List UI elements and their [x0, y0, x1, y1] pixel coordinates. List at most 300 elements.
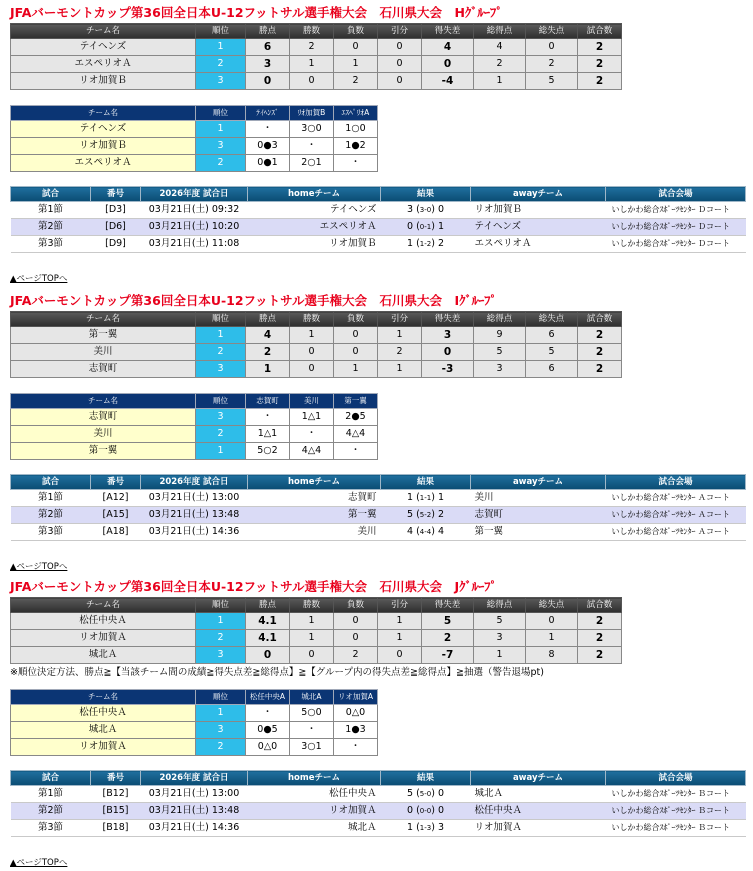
match-header-cell: 試合 [11, 475, 91, 490]
half-score: 5-0 [419, 790, 432, 798]
home-goals: 0 [407, 221, 414, 232]
group-title: JFAバーモントカップ第36回全日本U-12フットサル選手権大会 石川県大会 Jｸﾞﾙｰﾌﾟ [10, 579, 497, 594]
standings-table [10, 597, 622, 664]
standings-header-row [11, 598, 622, 613]
match-date: 03月21日(土) 11:08 [141, 236, 248, 253]
stat-cell: 6 [246, 39, 290, 56]
team-name-cell: 第一翼 [11, 327, 196, 344]
stat-cell: 0 [334, 39, 378, 56]
match-header-cell: 試合会場 [606, 187, 746, 202]
standings-header-cell: 試合数 [578, 24, 622, 39]
home-goals: 0 [407, 805, 414, 816]
head-to-head-header-cell: 志賀町 [246, 394, 290, 409]
standings-row [11, 327, 622, 344]
match-number: [D9] [91, 236, 141, 253]
stat-cell: 0 [334, 344, 378, 361]
home-goals: 1 [407, 492, 414, 503]
stat-cell: 2 [578, 344, 622, 361]
match-header-cell: 2026年度 試合日 [141, 771, 248, 786]
stat-cell: 0 [422, 56, 474, 73]
home-goals: 3 [407, 204, 414, 215]
match-score: 3 (3-0) 0 [381, 202, 471, 219]
stat-cell: 0 [334, 630, 378, 647]
standings-table [10, 23, 622, 90]
standings-header-cell: 総得点 [474, 312, 526, 327]
home-team: リオ加賀Ａ [248, 803, 381, 820]
head-to-head-header-cell: 城北A [290, 690, 334, 705]
result-cell: ・ [334, 739, 378, 756]
half-score: 1-1 [419, 494, 432, 502]
result-cell: 1●2 [334, 138, 378, 155]
away-goals: 3 [437, 822, 444, 833]
group-title: JFAバーモントカップ第36回全日本U-12フットサル選手権大会 石川県大会 Iｸﾞﾙｰﾌﾟ [10, 293, 497, 308]
match-header-cell: 結果 [381, 771, 471, 786]
half-score: 3-0 [419, 206, 432, 214]
stat-cell: -3 [422, 361, 474, 378]
match-schedule-table [10, 474, 746, 541]
result-cell: 1●3 [334, 722, 378, 739]
match-score: 1 (1-1) 1 [381, 490, 471, 507]
result-cell: 1△1 [246, 426, 290, 443]
stat-cell: 0 [378, 56, 422, 73]
match-header-cell: awayチーム [471, 475, 606, 490]
rank-cell: 3 [196, 722, 246, 739]
stat-cell: -7 [422, 647, 474, 664]
stat-cell: 0 [422, 344, 474, 361]
page-top-link[interactable]: ▲ページTOPへ [10, 274, 68, 284]
standings-row [11, 56, 622, 73]
rank-cell: 2 [196, 344, 246, 361]
standings-row [11, 630, 622, 647]
group-section [10, 577, 746, 869]
stat-cell: 2 [526, 56, 578, 73]
team-name-cell: 城北Ａ [11, 722, 196, 739]
match-date: 03月21日(土) 09:32 [141, 202, 248, 219]
head-to-head-header-cell: ﾘｵ加賀B [290, 106, 334, 121]
home-team: 城北Ａ [248, 820, 381, 837]
stat-cell: 0 [378, 39, 422, 56]
stat-cell: 4 [422, 39, 474, 56]
match-number: [A18] [91, 524, 141, 541]
head-to-head-header-cell: 順位 [196, 690, 246, 705]
match-number: [B15] [91, 803, 141, 820]
head-to-head-header-cell: チーム名 [11, 106, 196, 121]
away-team: リオ加賀Ａ [471, 820, 606, 837]
team-name-cell: 第一翼 [11, 443, 196, 460]
match-round: 第2節 [11, 219, 91, 236]
result-cell: 0△0 [246, 739, 290, 756]
stat-cell: 1 [334, 361, 378, 378]
stat-cell: 2 [578, 39, 622, 56]
standings-header-cell: チーム名 [11, 312, 196, 327]
result-cell: 4△4 [290, 443, 334, 460]
result-cell: ・ [246, 121, 290, 138]
home-goals: 5 [407, 788, 414, 799]
match-row [11, 219, 746, 236]
rank-cell: 3 [196, 647, 246, 664]
stat-cell: 2 [474, 56, 526, 73]
match-venue: いしかわ総合ｽﾎﾟｰﾂｾﾝﾀｰ Ａコート [606, 524, 746, 541]
away-team: エスペリオＡ [471, 236, 606, 253]
away-team: 城北Ａ [471, 786, 606, 803]
away-goals: 1 [437, 492, 444, 503]
stat-cell: 0 [378, 647, 422, 664]
result-cell: ・ [290, 138, 334, 155]
match-header-cell: 2026年度 試合日 [141, 187, 248, 202]
stat-cell: 1 [378, 361, 422, 378]
match-header-cell: 番号 [91, 475, 141, 490]
match-venue: いしかわ総合ｽﾎﾟｰﾂｾﾝﾀｰ Ｄコート [606, 219, 746, 236]
stat-cell: 0 [526, 613, 578, 630]
match-score: 1 (1-3) 3 [381, 820, 471, 837]
stat-cell: 5 [526, 344, 578, 361]
head-to-head-header-cell: ﾃｲﾍﾝｽﾞ [246, 106, 290, 121]
standings-header-cell: 得失差 [422, 598, 474, 613]
rank-cell: 1 [196, 705, 246, 722]
match-header-row [11, 771, 746, 786]
stat-cell: 6 [526, 327, 578, 344]
standings-row [11, 361, 622, 378]
match-header-cell: awayチーム [471, 771, 606, 786]
stat-cell: 2 [578, 647, 622, 664]
head-to-head-header-cell: 松任中央A [246, 690, 290, 705]
group-section [10, 3, 746, 285]
match-header-cell: homeチーム [248, 187, 381, 202]
match-venue: いしかわ総合ｽﾎﾟｰﾂｾﾝﾀｰ Ｄコート [606, 236, 746, 253]
stat-cell: 1 [290, 630, 334, 647]
stat-cell: 1 [290, 613, 334, 630]
match-score: 1 (1-2) 2 [381, 236, 471, 253]
match-row [11, 202, 746, 219]
match-date: 03月21日(土) 14:36 [141, 524, 248, 541]
result-cell: 0△0 [334, 705, 378, 722]
match-number: [A12] [91, 490, 141, 507]
match-header-cell: 試合会場 [606, 475, 746, 490]
standings-header-cell: 引分 [378, 312, 422, 327]
match-header-row [11, 187, 746, 202]
head-to-head-header-row [11, 394, 378, 409]
match-score: 0 (0-0) 0 [381, 803, 471, 820]
rank-cell: 2 [196, 630, 246, 647]
standings-row [11, 344, 622, 361]
head-to-head-header-cell: 順位 [196, 394, 246, 409]
match-round: 第1節 [11, 786, 91, 803]
stat-cell: 1 [526, 630, 578, 647]
home-team: 志賀町 [248, 490, 381, 507]
result-cell: 5○0 [290, 705, 334, 722]
standings-header-cell: 引分 [378, 24, 422, 39]
home-team: 松任中央Ａ [248, 786, 381, 803]
match-row [11, 507, 746, 524]
match-header-row [11, 475, 746, 490]
match-row [11, 803, 746, 820]
stat-cell: 3 [246, 56, 290, 73]
standings-header-cell: 引分 [378, 598, 422, 613]
rank-cell: 3 [196, 73, 246, 90]
away-goals: 2 [437, 509, 444, 520]
stat-cell: 5 [422, 613, 474, 630]
result-cell: 0●5 [246, 722, 290, 739]
half-score: 0-0 [419, 807, 432, 815]
head-to-head-row [11, 705, 378, 722]
rank-cell: 3 [196, 409, 246, 426]
stat-cell: 0 [290, 73, 334, 90]
match-row [11, 236, 746, 253]
standings-header-cell: 得失差 [422, 312, 474, 327]
standings-row [11, 73, 622, 90]
head-to-head-row [11, 443, 378, 460]
stat-cell: 5 [526, 73, 578, 90]
head-to-head-row [11, 739, 378, 756]
team-name-cell: リオ加賀Ｂ [11, 138, 196, 155]
head-to-head-header-cell: 第一翼 [334, 394, 378, 409]
result-cell: ・ [334, 155, 378, 172]
team-name-cell: 美川 [11, 344, 196, 361]
standings-header-cell: 勝点 [246, 598, 290, 613]
head-to-head-table [10, 105, 378, 172]
away-goals: 2 [437, 238, 444, 249]
stat-cell: 1 [246, 361, 290, 378]
result-cell: ・ [246, 409, 290, 426]
head-to-head-row [11, 138, 378, 155]
standings-header-row [11, 312, 622, 327]
head-to-head-row [11, 426, 378, 443]
result-cell: ・ [246, 705, 290, 722]
stat-cell: 4.1 [246, 613, 290, 630]
match-venue: いしかわ総合ｽﾎﾟｰﾂｾﾝﾀｰ Ａコート [606, 490, 746, 507]
stat-cell: 6 [526, 361, 578, 378]
page-top-link[interactable]: ▲ページTOPへ [10, 858, 68, 868]
head-to-head-header-row [11, 106, 378, 121]
match-header-cell: 試合会場 [606, 771, 746, 786]
match-score: 0 (0-1) 1 [381, 219, 471, 236]
result-cell: 3○0 [290, 121, 334, 138]
standings-header-cell: 負数 [334, 598, 378, 613]
head-to-head-header-row [11, 690, 378, 705]
match-header-cell: awayチーム [471, 187, 606, 202]
standings-header-cell: 得失差 [422, 24, 474, 39]
standings-header-cell: 負数 [334, 24, 378, 39]
result-cell: 1○0 [334, 121, 378, 138]
team-name-cell: 松任中央Ａ [11, 705, 196, 722]
rank-cell: 1 [196, 327, 246, 344]
stat-cell: 0 [290, 344, 334, 361]
match-header-cell: 結果 [381, 187, 471, 202]
home-goals: 5 [407, 509, 414, 520]
stat-cell: 1 [378, 613, 422, 630]
match-row [11, 786, 746, 803]
rank-cell: 2 [196, 155, 246, 172]
half-score: 1-3 [419, 824, 432, 832]
rank-cell: 3 [196, 361, 246, 378]
head-to-head-header-cell: チーム名 [11, 394, 196, 409]
away-team: 志賀町 [471, 507, 606, 524]
home-goals: 1 [407, 822, 414, 833]
standings-header-cell: 勝数 [290, 598, 334, 613]
head-to-head-table [10, 689, 378, 756]
match-number: [B18] [91, 820, 141, 837]
match-row [11, 524, 746, 541]
stat-cell: 0 [334, 613, 378, 630]
match-number: [D6] [91, 219, 141, 236]
stat-cell: 2 [378, 344, 422, 361]
match-date: 03月21日(土) 13:48 [141, 507, 248, 524]
head-to-head-row [11, 409, 378, 426]
result-cell: 1△1 [290, 409, 334, 426]
match-round: 第1節 [11, 202, 91, 219]
stat-cell: 0 [378, 73, 422, 90]
match-venue: いしかわ総合ｽﾎﾟｰﾂｾﾝﾀｰ Ｂコート [606, 786, 746, 803]
away-goals: 0 [437, 805, 444, 816]
away-team: 松任中央Ａ [471, 803, 606, 820]
match-header-cell: 結果 [381, 475, 471, 490]
head-to-head-header-cell: ｴｽﾍﾟﾘｵA [334, 106, 378, 121]
away-team: テイヘンズ [471, 219, 606, 236]
match-round: 第1節 [11, 490, 91, 507]
stat-cell: 2 [578, 613, 622, 630]
standings-header-cell: チーム名 [11, 24, 196, 39]
match-schedule-table [10, 186, 746, 253]
stat-cell: 2 [578, 73, 622, 90]
standings-row [11, 613, 622, 630]
match-date: 03月21日(土) 13:00 [141, 490, 248, 507]
stat-cell: 2 [578, 56, 622, 73]
stat-cell: 1 [334, 56, 378, 73]
match-date: 03月21日(土) 10:20 [141, 219, 248, 236]
stat-cell: 1 [378, 630, 422, 647]
result-cell: 5○2 [246, 443, 290, 460]
rank-cell: 1 [196, 443, 246, 460]
stat-cell: 2 [578, 361, 622, 378]
home-goals: 1 [407, 238, 414, 249]
standings-header-cell: 総失点 [526, 598, 578, 613]
match-round: 第3節 [11, 524, 91, 541]
team-name-cell: リオ加賀Ａ [11, 630, 196, 647]
head-to-head-header-cell: 順位 [196, 106, 246, 121]
stat-cell: 3 [474, 630, 526, 647]
head-to-head-header-cell: リオ加賀A [334, 690, 378, 705]
match-venue: いしかわ総合ｽﾎﾟｰﾂｾﾝﾀｰ Ｄコート [606, 202, 746, 219]
stat-cell: 5 [474, 344, 526, 361]
match-row [11, 490, 746, 507]
match-score: 4 (4-4) 4 [381, 524, 471, 541]
rank-cell: 1 [196, 121, 246, 138]
stat-cell: 2 [578, 327, 622, 344]
stat-cell: 2 [246, 344, 290, 361]
stat-cell: 1 [474, 647, 526, 664]
match-header-cell: 試合 [11, 771, 91, 786]
standings-header-cell: 総得点 [474, 24, 526, 39]
standings-header-cell: 試合数 [578, 312, 622, 327]
stat-cell: 1 [378, 327, 422, 344]
match-date: 03月21日(土) 13:48 [141, 803, 248, 820]
match-header-cell: homeチーム [248, 475, 381, 490]
standings-header-cell: 総失点 [526, 312, 578, 327]
match-header-cell: homeチーム [248, 771, 381, 786]
away-goals: 0 [437, 204, 444, 215]
team-name-cell: 松任中央Ａ [11, 613, 196, 630]
match-schedule-table [10, 770, 746, 837]
standings-header-cell: 勝点 [246, 312, 290, 327]
group-title: JFAバーモントカップ第36回全日本U-12フットサル選手権大会 石川県大会 Hｸﾞﾙｰﾌﾟ [10, 5, 503, 20]
half-score: 5-2 [419, 511, 432, 519]
team-name-cell: 志賀町 [11, 361, 196, 378]
half-score: 0-1 [419, 223, 432, 231]
standings-header-row [11, 24, 622, 39]
ranking-rule-note: ※順位決定方法、勝点≧【当該チーム間の成績≧得失点差≧総得点】≧【グループ内の得失点差≧総得点】≧抽選（警告退場pt) [10, 667, 544, 678]
stat-cell: 2 [422, 630, 474, 647]
result-cell: 3○1 [290, 739, 334, 756]
result-cell: ・ [290, 426, 334, 443]
match-round: 第3節 [11, 236, 91, 253]
page-top-link[interactable]: ▲ページTOPへ [10, 562, 68, 572]
half-score: 4-4 [419, 528, 432, 536]
standings-header-cell: 勝数 [290, 24, 334, 39]
standings-header-cell: チーム名 [11, 598, 196, 613]
match-round: 第3節 [11, 820, 91, 837]
team-name-cell: 美川 [11, 426, 196, 443]
head-to-head-row [11, 722, 378, 739]
standings-header-cell: 総失点 [526, 24, 578, 39]
result-cell: ・ [290, 722, 334, 739]
standings-header-cell: 順位 [196, 24, 246, 39]
standings-header-cell: 勝点 [246, 24, 290, 39]
result-cell: 2○1 [290, 155, 334, 172]
result-cell: 0●1 [246, 155, 290, 172]
head-to-head-row [11, 155, 378, 172]
stat-cell: 0 [526, 39, 578, 56]
result-cell: ・ [334, 443, 378, 460]
match-header-cell: 試合 [11, 187, 91, 202]
rank-cell: 3 [196, 138, 246, 155]
match-date: 03月21日(土) 14:36 [141, 820, 248, 837]
standings-header-cell: 総得点 [474, 598, 526, 613]
head-to-head-row [11, 121, 378, 138]
head-to-head-header-cell: 美川 [290, 394, 334, 409]
stat-cell: 8 [526, 647, 578, 664]
away-team: 第一翼 [471, 524, 606, 541]
match-header-cell: 番号 [91, 187, 141, 202]
match-venue: いしかわ総合ｽﾎﾟｰﾂｾﾝﾀｰ Ｂコート [606, 820, 746, 837]
stat-cell: 3 [422, 327, 474, 344]
team-name-cell: テイヘンズ [11, 121, 196, 138]
match-header-cell: 2026年度 試合日 [141, 475, 248, 490]
home-team: エスペリオＡ [248, 219, 381, 236]
stat-cell: 5 [474, 613, 526, 630]
team-name-cell: リオ加賀Ｂ [11, 73, 196, 90]
standings-table [10, 311, 622, 378]
away-goals: 0 [437, 788, 444, 799]
match-number: [A15] [91, 507, 141, 524]
match-score: 5 (5-2) 2 [381, 507, 471, 524]
stat-cell: -4 [422, 73, 474, 90]
standings-row [11, 39, 622, 56]
standings-header-cell: 試合数 [578, 598, 622, 613]
match-number: [B12] [91, 786, 141, 803]
match-number: [D3] [91, 202, 141, 219]
rank-cell: 1 [196, 39, 246, 56]
match-header-cell: 番号 [91, 771, 141, 786]
stat-cell: 0 [246, 73, 290, 90]
stat-cell: 0 [334, 327, 378, 344]
stat-cell: 1 [290, 56, 334, 73]
half-score: 1-2 [419, 240, 432, 248]
team-name-cell: エスペリオＡ [11, 56, 196, 73]
stat-cell: 0 [290, 647, 334, 664]
match-row [11, 820, 746, 837]
rank-cell: 2 [196, 56, 246, 73]
stat-cell: 0 [290, 361, 334, 378]
